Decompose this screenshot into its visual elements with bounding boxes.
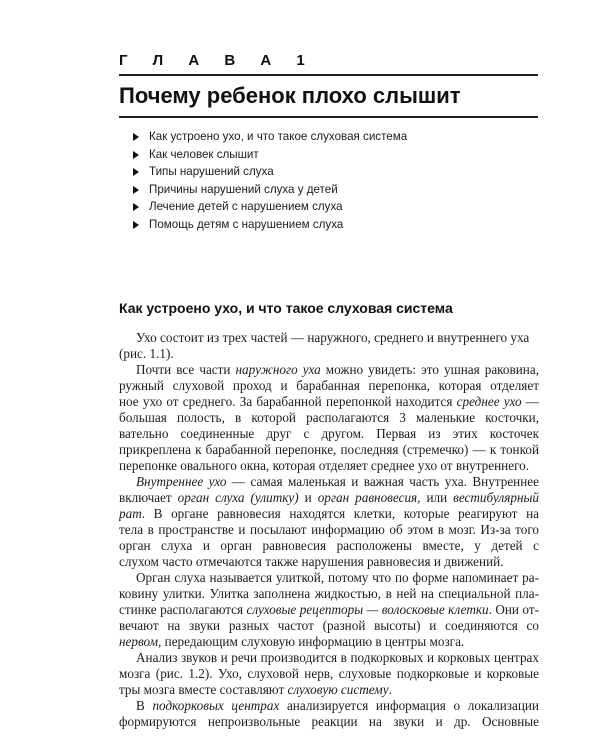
body-line (119, 666, 539, 682)
triangle-bullet-icon (133, 133, 139, 141)
emphasis-text: орган слуха (улитку) (177, 490, 299, 505)
triangle-bullet-icon (133, 203, 139, 211)
body-line (119, 410, 539, 426)
contents-item-label: Типы нарушений слуха (149, 165, 274, 179)
contents-item (133, 198, 407, 216)
contents-item (133, 146, 407, 164)
body-line (119, 650, 539, 666)
emphasis-text: слуховую систему (287, 682, 389, 697)
body-line (119, 490, 539, 506)
contents-item (133, 181, 407, 199)
contents-item-label: Причины нарушений слуха у детей (149, 182, 338, 196)
body-line (119, 570, 539, 586)
text-run: Ухо состоит из трех частей — наружного, среднего и внутреннего уха (136, 330, 530, 345)
triangle-bullet-icon (133, 186, 139, 194)
text-run: стинке располагаются (119, 602, 247, 617)
body-line (119, 522, 539, 538)
contents-item-label: Помощь детям с нарушением слуха (149, 217, 344, 231)
body-line (119, 634, 539, 650)
body-line (119, 458, 539, 474)
contents-item (133, 163, 407, 181)
text-run: (рис. 1.1). (119, 346, 174, 361)
body-line (119, 682, 539, 698)
text-run: Почти все части (136, 362, 236, 377)
text-run: вечают на звуки разных частот (разной высоты) и соединяются со (119, 618, 539, 633)
body-line (119, 714, 539, 730)
contents-item-label: Как человек слышит (149, 147, 259, 161)
text-run: орган слуха и орган равновесия расположены вместе, у детей с (119, 538, 539, 553)
chapter-rule-top (119, 74, 538, 76)
section-heading: Как устроено ухо, и что такое слуховая система (119, 300, 453, 316)
chapter-title: Почему ребенок плохо слышит (119, 83, 461, 108)
triangle-bullet-icon (133, 221, 139, 229)
text-run: можно увидеть: это ушная раковина, (325, 362, 539, 377)
body-line (119, 442, 539, 458)
body-line (119, 698, 539, 714)
text-run: . В органе равновесия находятся клетки, которые реагируют на (141, 506, 539, 521)
emphasis-text: нервом (119, 634, 159, 649)
contents-item-label: Как устроено ухо, и что такое слуховая система (149, 130, 408, 143)
body-line (119, 394, 539, 410)
text-run: ное ухо от среднего. За барабанной перепонкой находится (119, 394, 457, 409)
text-run: Орган слуха называется улиткой, потому что по форме напоминает ра- (136, 570, 539, 585)
emphasis-text: вестибулярный (453, 490, 539, 505)
emphasis-text: орган равновесия (317, 490, 418, 505)
text-run: ружный слуховой проход и барабанная перепонка, которая отделяет (119, 378, 539, 393)
text-run: . Они от- (488, 602, 539, 617)
text-run: Анализ звуков и речи производится в подкорковых и корковых центрах (136, 650, 539, 665)
text-run: перепонке овального окна, которая отделяет среднее ухо от внутреннего. (119, 458, 530, 473)
text-run: и (298, 490, 318, 505)
body-line (119, 602, 539, 618)
text-run: ковину улитки. Улитка заполнена жидкостью, в ней на специальной пла- (119, 586, 539, 601)
body-line (119, 554, 539, 570)
chapter-rule-bottom (119, 116, 538, 118)
body-line (119, 362, 539, 378)
text-run: — (525, 394, 539, 409)
text-run: , или (417, 490, 454, 505)
text-run: вательно соединенные друг с другом. Первая из этих косточек (119, 426, 539, 441)
text-run: В (136, 698, 153, 713)
body-text (119, 330, 539, 730)
chapter-contents-list (133, 128, 407, 234)
body-line (119, 586, 539, 602)
text-run: анализируется информация о локализации (286, 698, 539, 713)
text-run: мозга (рис. 1.2). Ухо, слуховой нерв, слуховые подкорковые и корковые (119, 666, 539, 681)
text-run: — самая маленькая и важная часть уха. Внутреннее (231, 474, 539, 489)
text-run: тела в пространстве и посылают информацию об этом в мозг. Из-за того (119, 522, 539, 537)
triangle-bullet-icon (133, 151, 139, 159)
triangle-bullet-icon (133, 168, 139, 176)
text-run: тры мозга вместе составляют (119, 682, 288, 697)
body-line (119, 426, 539, 442)
body-line (119, 346, 539, 362)
body-line (119, 330, 539, 346)
contents-item (133, 216, 407, 234)
text-run: включает (119, 490, 178, 505)
chapter-label: Г Л А В А 1 (119, 52, 316, 69)
emphasis-text: Внутреннее ухо (136, 474, 227, 489)
emphasis-text: среднее ухо (456, 394, 522, 409)
text-run: слухом часто отмечаются также нарушения равновесия и движений. (119, 554, 504, 569)
body-line (119, 474, 539, 490)
emphasis-text: рат (119, 506, 142, 521)
body-line (119, 378, 539, 394)
text-run: прикреплена к барабанной перепонке, последняя (стремечко) — к тонкой (119, 442, 539, 457)
contents-item (133, 128, 407, 146)
emphasis-text: наружного уха (235, 362, 321, 377)
body-line (119, 618, 539, 634)
contents-item-label: Лечение детей с нарушением слуха (149, 200, 343, 214)
emphasis-text: слуховые рецепторы — волосковые клетки (246, 602, 489, 617)
body-line (119, 538, 539, 554)
text-run: формируются непроизвольные реакции на звуки и др. Основные (119, 714, 539, 729)
text-run: большая полость, в которой располагаются 3 маленькие косточки, (119, 410, 539, 425)
emphasis-text: подкорковых центрах (152, 698, 280, 713)
text-run: . (388, 682, 392, 697)
text-run: , передающим слуховую информацию в центры мозга. (158, 634, 465, 649)
body-line (119, 506, 539, 522)
